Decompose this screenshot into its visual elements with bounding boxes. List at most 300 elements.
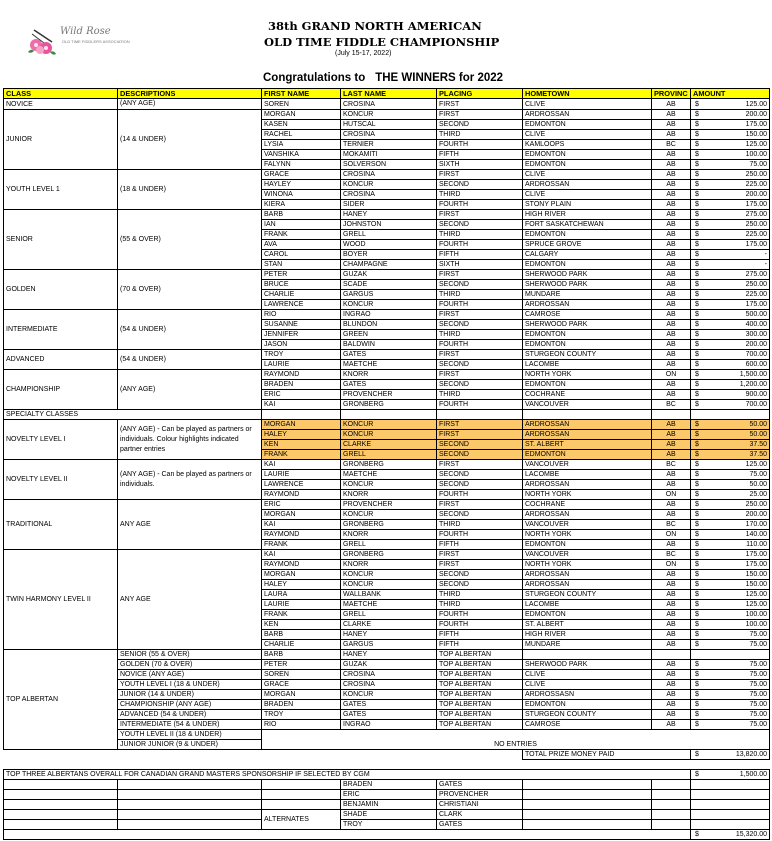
- placing-cell: SECOND: [437, 360, 523, 370]
- last-name-cell: SCADE: [341, 280, 437, 290]
- amount-value: 1,500.00: [739, 771, 767, 778]
- description-cell: (ANY AGE): [118, 99, 262, 110]
- last-name-cell: GRONBERG: [341, 520, 437, 530]
- first-name-cell: LAWRENCE: [262, 480, 341, 490]
- empty-cell: [262, 790, 341, 800]
- description-cell: NOVICE (ANY AGE): [118, 670, 262, 680]
- amount-value: 75.00: [749, 641, 767, 648]
- amount-value: 100.00: [745, 611, 767, 618]
- last-name-cell: GRONBERG: [341, 550, 437, 560]
- hometown-cell: ARDROSSAN: [523, 300, 652, 310]
- description-cell: (14 & UNDER): [118, 110, 262, 170]
- last-name-cell: KONCUR: [341, 510, 437, 520]
- province-cell: AB: [652, 670, 691, 680]
- hometown-cell: NORTH YORK: [523, 370, 652, 380]
- amount-cell: [691, 310, 770, 320]
- province-cell: AB: [652, 99, 691, 110]
- province-cell: AB: [652, 480, 691, 490]
- placing-cell: SIXTH: [437, 260, 523, 270]
- amount-value: 275.00: [745, 271, 767, 278]
- first-name-cell: SOREN: [262, 99, 341, 110]
- last-name-cell: GRELL: [341, 610, 437, 620]
- amount-value: 13,820.00: [735, 751, 767, 758]
- empty-cell: [4, 760, 770, 770]
- first-name-cell: ERIC: [262, 390, 341, 400]
- first-name-cell: RAYMOND: [262, 530, 341, 540]
- amount-cell: [691, 570, 770, 580]
- last-name-cell: WOOD: [341, 240, 437, 250]
- first-name-cell: RIO: [262, 310, 341, 320]
- description-cell: (54 & UNDER): [118, 350, 262, 370]
- congrats-prefix: Congratulations to: [263, 72, 366, 84]
- first-name-cell: BRADEN: [262, 700, 341, 710]
- amount-cell: [691, 180, 770, 190]
- last-name-cell: KONCUR: [341, 690, 437, 700]
- empty-cell: [652, 800, 691, 810]
- amount-value: 125.00: [745, 591, 767, 598]
- description-cell: (54 & UNDER): [118, 310, 262, 350]
- amount-value: 110.00: [746, 541, 767, 548]
- currency-symbol: $: [695, 431, 699, 438]
- placing-cell: TOP ALBERTAN: [437, 690, 523, 700]
- last-name-cell: CROSINA: [341, 130, 437, 140]
- placing-cell: SECOND: [437, 480, 523, 490]
- logo: [24, 12, 128, 58]
- amount-value: 175.00: [745, 561, 767, 568]
- first-name-cell: KEN: [262, 440, 341, 450]
- province-cell: AB: [652, 380, 691, 390]
- province-cell: AB: [652, 330, 691, 340]
- table-row: [4, 310, 770, 320]
- amount-cell: [691, 99, 770, 110]
- rose-flower-icon: [26, 28, 58, 56]
- hometown-cell: STURGEON COUNTY: [523, 350, 652, 360]
- currency-symbol: $: [695, 521, 699, 528]
- hometown-cell: SHERWOOD PARK: [523, 660, 652, 670]
- amount-value: 500.00: [745, 311, 767, 318]
- first-name-cell: BARB: [262, 630, 341, 640]
- last-name-cell: CHAMPAGNE: [341, 260, 437, 270]
- first-name-cell: MORGAN: [262, 420, 341, 430]
- last-name-cell: GARGUS: [341, 290, 437, 300]
- amount-value: 170.00: [745, 521, 767, 528]
- last-name-cell: PROVENCHER: [341, 390, 437, 400]
- hometown-cell: EDMONTON: [523, 450, 652, 460]
- amount-value: 37.50: [749, 441, 767, 448]
- amount-value: 900.00: [745, 391, 767, 398]
- currency-symbol: $: [695, 641, 699, 648]
- province-cell: AB: [652, 500, 691, 510]
- amount-value: 15,320.00: [735, 831, 767, 838]
- currency-symbol: $: [695, 751, 699, 758]
- currency-symbol: $: [695, 391, 699, 398]
- province-cell: ON: [652, 370, 691, 380]
- placing-cell: FIRST: [437, 460, 523, 470]
- amount-cell: [691, 230, 770, 240]
- amount-value: 125.00: [745, 461, 767, 468]
- amount-value: 75.00: [749, 671, 767, 678]
- currency-symbol: $: [695, 771, 699, 778]
- hometown-cell: ST. ALBERT: [523, 620, 652, 630]
- placing-cell: THIRD: [437, 230, 523, 240]
- first-name-cell: KAI: [262, 400, 341, 410]
- placing-cell: THIRD: [437, 290, 523, 300]
- placing-cell: FIRST: [437, 550, 523, 560]
- placing-cell: FIRST: [437, 500, 523, 510]
- last-name-cell: TERNIER: [341, 140, 437, 150]
- last-name-cell: GRELL: [341, 450, 437, 460]
- first-name-cell: RIO: [262, 720, 341, 730]
- hometown-cell: FORT SASKATCHEWAN: [523, 220, 652, 230]
- province-cell: AB: [652, 540, 691, 550]
- province-cell: [652, 650, 691, 660]
- amount-value: 700.00: [745, 351, 767, 358]
- amount-value: 150.00: [745, 571, 767, 578]
- first-name-cell: AVA: [262, 240, 341, 250]
- province-cell: AB: [652, 340, 691, 350]
- province-cell: AB: [652, 600, 691, 610]
- spacer-row: [4, 760, 770, 770]
- hometown-cell: EDMONTON: [523, 120, 652, 130]
- amount-value: 50.00: [749, 421, 767, 428]
- column-header-placing: PLACING: [437, 89, 523, 99]
- table-row: [4, 680, 770, 690]
- amount-cell: [691, 420, 770, 430]
- province-cell: AB: [652, 280, 691, 290]
- hometown-cell: VANCOUVER: [523, 460, 652, 470]
- placing-cell: FOURTH: [437, 610, 523, 620]
- amount-value: 1,500.00: [739, 371, 767, 378]
- empty-cell: [691, 410, 770, 420]
- province-cell: AB: [652, 350, 691, 360]
- hometown-cell: ARDROSSAN: [523, 430, 652, 440]
- cgm-name-row: [4, 800, 770, 810]
- first-name-cell: FRANK: [262, 610, 341, 620]
- province-cell: AB: [652, 680, 691, 690]
- amount-value: 200.00: [745, 511, 767, 518]
- cgm-sponsorship-row: [4, 770, 770, 780]
- empty-cell: [4, 820, 118, 830]
- currency-symbol: $: [695, 321, 699, 328]
- amount-cell: [691, 280, 770, 290]
- province-cell: BC: [652, 140, 691, 150]
- first-name-cell: TROY: [262, 710, 341, 720]
- last-name-cell: HANEY: [341, 650, 437, 660]
- first-name-cell: BRADEN: [262, 380, 341, 390]
- amount-value: 125.00: [745, 601, 767, 608]
- hometown-cell: EDMONTON: [523, 160, 652, 170]
- empty-cell: [523, 780, 652, 790]
- last-name-cell: GARGUS: [341, 640, 437, 650]
- amount-cell: [691, 120, 770, 130]
- province-cell: AB: [652, 260, 691, 270]
- column-header-class: CLASS: [4, 89, 118, 99]
- currency-symbol: $: [695, 501, 699, 508]
- amount-value: 200.00: [745, 191, 767, 198]
- amount-cell: [691, 710, 770, 720]
- placing-cell: FIRST: [437, 270, 523, 280]
- province-cell: AB: [652, 710, 691, 720]
- table-row: [4, 730, 770, 740]
- no-entries-label: NO ENTRIES: [262, 730, 770, 750]
- amount-cell: [691, 460, 770, 470]
- last-name-cell: CROSINA: [341, 190, 437, 200]
- table-row: [4, 99, 770, 110]
- description-cell: YOUTH LEVEL II (18 & UNDER): [118, 730, 262, 740]
- amount-cell: [691, 750, 770, 760]
- placing-cell: SECOND: [437, 580, 523, 590]
- amount-value: 1,200.00: [739, 381, 767, 388]
- province-cell: AB: [652, 430, 691, 440]
- last-name-cell: KNORR: [341, 490, 437, 500]
- amount-cell: [691, 700, 770, 710]
- first-name-cell: BRUCE: [262, 280, 341, 290]
- hometown-cell: HIGH RIVER: [523, 630, 652, 640]
- last-name-cell: CLARKE: [341, 620, 437, 630]
- amount-cell: [691, 250, 770, 260]
- empty-cell: [691, 800, 770, 810]
- last-name-cell: CROSINA: [341, 680, 437, 690]
- province-cell: AB: [652, 580, 691, 590]
- currency-symbol: $: [695, 351, 699, 358]
- placing-cell: THIRD: [437, 330, 523, 340]
- congrats-suffix: THE WINNERS for 2022: [375, 72, 504, 84]
- hometown-cell: CLIVE: [523, 680, 652, 690]
- amount-cell: [691, 670, 770, 680]
- amount-value: 75.00: [749, 681, 767, 688]
- placing-cell: FOURTH: [437, 140, 523, 150]
- description-cell: (ANY AGE) - Can be played as partners or individuals. Colour highlights indicated partner entries: [118, 420, 262, 460]
- amount-cell: [691, 500, 770, 510]
- placing-cell: SECOND: [437, 510, 523, 520]
- placing-cell: SECOND: [437, 320, 523, 330]
- last-name-cell: MAETCHE: [341, 600, 437, 610]
- hometown-cell: EDMONTON: [523, 230, 652, 240]
- placing-cell: FOURTH: [437, 340, 523, 350]
- placing-cell: SECOND: [437, 570, 523, 580]
- empty-cell: [523, 810, 652, 820]
- description-cell: JUNIOR (14 & UNDER): [118, 690, 262, 700]
- currency-symbol: $: [695, 261, 699, 268]
- first-name-cell: VANSHIKA: [262, 150, 341, 160]
- hometown-cell: CLIVE: [523, 190, 652, 200]
- currency-symbol: $: [695, 241, 699, 248]
- table-row: [4, 270, 770, 280]
- empty-cell: [341, 410, 437, 420]
- province-cell: AB: [652, 130, 691, 140]
- hometown-cell: VANCOUVER: [523, 550, 652, 560]
- province-cell: AB: [652, 170, 691, 180]
- currency-symbol: $: [695, 121, 699, 128]
- hometown-cell: [523, 650, 652, 660]
- table-row: [4, 550, 770, 560]
- description-cell: (ANY AGE): [118, 370, 262, 410]
- province-cell: AB: [652, 230, 691, 240]
- empty-cell: [523, 410, 652, 420]
- placing-cell: SECOND: [437, 180, 523, 190]
- empty-cell: [118, 820, 262, 830]
- placing-cell: FOURTH: [437, 400, 523, 410]
- amount-value: 75.00: [749, 691, 767, 698]
- amount-cell: [691, 560, 770, 570]
- hometown-cell: CALGARY: [523, 250, 652, 260]
- event-dates: (July 15-17, 2022): [335, 50, 392, 57]
- province-cell: AB: [652, 590, 691, 600]
- placing-cell: FIRST: [437, 170, 523, 180]
- hometown-cell: ARDROSSAN: [523, 180, 652, 190]
- placing-cell: FIRST: [437, 310, 523, 320]
- table-row: [4, 350, 770, 360]
- first-name-cell: LAURIE: [262, 600, 341, 610]
- placing-cell: TOP ALBERTAN: [437, 650, 523, 660]
- first-name-cell: RAYMOND: [262, 370, 341, 380]
- empty-cell: [523, 820, 652, 830]
- column-header-hometown: HOMETOWN: [523, 89, 652, 99]
- hometown-cell: CLIVE: [523, 670, 652, 680]
- currency-symbol: $: [695, 561, 699, 568]
- currency-symbol: $: [695, 371, 699, 378]
- first-name-cell: KAI: [262, 550, 341, 560]
- first-name-cell: KIERA: [262, 200, 341, 210]
- hometown-cell: CAMROSE: [523, 720, 652, 730]
- province-cell: AB: [652, 190, 691, 200]
- placing-cell: THIRD: [437, 520, 523, 530]
- first-name-cell: MORGAN: [262, 690, 341, 700]
- currency-symbol: $: [695, 611, 699, 618]
- currency-symbol: $: [695, 661, 699, 668]
- hometown-cell: EDMONTON: [523, 610, 652, 620]
- placing-cell: TOP ALBERTAN: [437, 660, 523, 670]
- currency-symbol: $: [695, 281, 699, 288]
- amount-cell: [691, 630, 770, 640]
- table-header-row: [4, 89, 770, 99]
- province-cell: AB: [652, 300, 691, 310]
- amount-value: 100.00: [745, 621, 767, 628]
- amount-value: 225.00: [745, 291, 767, 298]
- currency-symbol: $: [695, 451, 699, 458]
- hometown-cell: STONY PLAIN: [523, 200, 652, 210]
- currency-symbol: $: [695, 401, 699, 408]
- province-cell: AB: [652, 210, 691, 220]
- empty-cell: [437, 410, 523, 420]
- hometown-cell: LACOMBE: [523, 360, 652, 370]
- currency-symbol: $: [695, 201, 699, 208]
- empty-cell: [691, 810, 770, 820]
- placing-cell: FIFTH: [437, 150, 523, 160]
- empty-cell: [652, 410, 691, 420]
- first-name-cell: SUSANNE: [262, 320, 341, 330]
- alternates-label: ALTERNATES: [262, 810, 341, 830]
- hometown-cell: EDMONTON: [523, 260, 652, 270]
- description-cell: GOLDEN (70 & OVER): [118, 660, 262, 670]
- class-cell: TRADITIONAL: [4, 500, 118, 550]
- amount-cell: [691, 510, 770, 520]
- amount-cell: [691, 540, 770, 550]
- first-name-cell: ERIC: [341, 790, 437, 800]
- amount-cell: [691, 130, 770, 140]
- province-cell: AB: [652, 200, 691, 210]
- description-cell: ADVANCED (54 & UNDER): [118, 710, 262, 720]
- amount-cell: [691, 200, 770, 210]
- province-cell: AB: [652, 570, 691, 580]
- column-header-first-name: FIRST NAME: [262, 89, 341, 99]
- hometown-cell: ARDROSSAN: [523, 580, 652, 590]
- placing-cell: SECOND: [437, 440, 523, 450]
- class-cell: ADVANCED: [4, 350, 118, 370]
- currency-symbol: $: [695, 441, 699, 448]
- currency-symbol: $: [695, 591, 699, 598]
- placing-cell: SECOND: [437, 450, 523, 460]
- table-row: [4, 460, 770, 470]
- first-name-cell: MORGAN: [262, 570, 341, 580]
- currency-symbol: $: [695, 531, 699, 538]
- amount-value: 50.00: [749, 431, 767, 438]
- amount-cell: [691, 220, 770, 230]
- placing-cell: THIRD: [437, 600, 523, 610]
- first-name-cell: GRACE: [262, 680, 341, 690]
- province-cell: ON: [652, 530, 691, 540]
- last-name-cell: BALDWIN: [341, 340, 437, 350]
- currency-symbol: $: [695, 421, 699, 428]
- class-cell: SENIOR: [4, 210, 118, 270]
- currency-symbol: $: [695, 671, 699, 678]
- last-name-cell: PROVENCHER: [341, 500, 437, 510]
- amount-cell: [691, 640, 770, 650]
- amount-cell: [691, 480, 770, 490]
- currency-symbol: $: [695, 161, 699, 168]
- cgm-name-row: [4, 780, 770, 790]
- placing-cell: SECOND: [437, 470, 523, 480]
- table-row: [4, 500, 770, 510]
- amount-cell: [691, 170, 770, 180]
- first-name-cell: ERIC: [262, 500, 341, 510]
- last-name-cell: KONCUR: [341, 570, 437, 580]
- hometown-cell: EDMONTON: [523, 700, 652, 710]
- first-name-cell: MORGAN: [262, 510, 341, 520]
- province-cell: AB: [652, 470, 691, 480]
- specialty-classes-label: SPECIALTY CLASSES: [4, 410, 262, 420]
- currency-symbol: $: [695, 341, 699, 348]
- currency-symbol: $: [695, 471, 699, 478]
- first-name-cell: KEN: [262, 620, 341, 630]
- last-name-cell: GATES: [437, 820, 523, 830]
- currency-symbol: $: [695, 291, 699, 298]
- hometown-cell: HIGH RIVER: [523, 210, 652, 220]
- currency-symbol: $: [695, 571, 699, 578]
- empty-cell: [262, 410, 341, 420]
- first-name-cell: KASEN: [262, 120, 341, 130]
- currency-symbol: $: [695, 691, 699, 698]
- amount-cell: [691, 290, 770, 300]
- hometown-cell: MUNDARE: [523, 640, 652, 650]
- empty-cell: [4, 800, 118, 810]
- table-row: [4, 650, 770, 660]
- hometown-cell: COCHRANE: [523, 390, 652, 400]
- last-name-cell: GRONBERG: [341, 400, 437, 410]
- column-header-last-name: LAST NAME: [341, 89, 437, 99]
- table-row: [4, 370, 770, 380]
- hometown-cell: EDMONTON: [523, 380, 652, 390]
- province-cell: AB: [652, 360, 691, 370]
- empty-cell: [4, 830, 691, 840]
- province-cell: BC: [652, 400, 691, 410]
- currency-symbol: $: [695, 491, 699, 498]
- amount-cell: [691, 830, 770, 840]
- amount-cell: [691, 270, 770, 280]
- amount-value: 140.00: [745, 531, 767, 538]
- table-row: [4, 210, 770, 220]
- province-cell: AB: [652, 420, 691, 430]
